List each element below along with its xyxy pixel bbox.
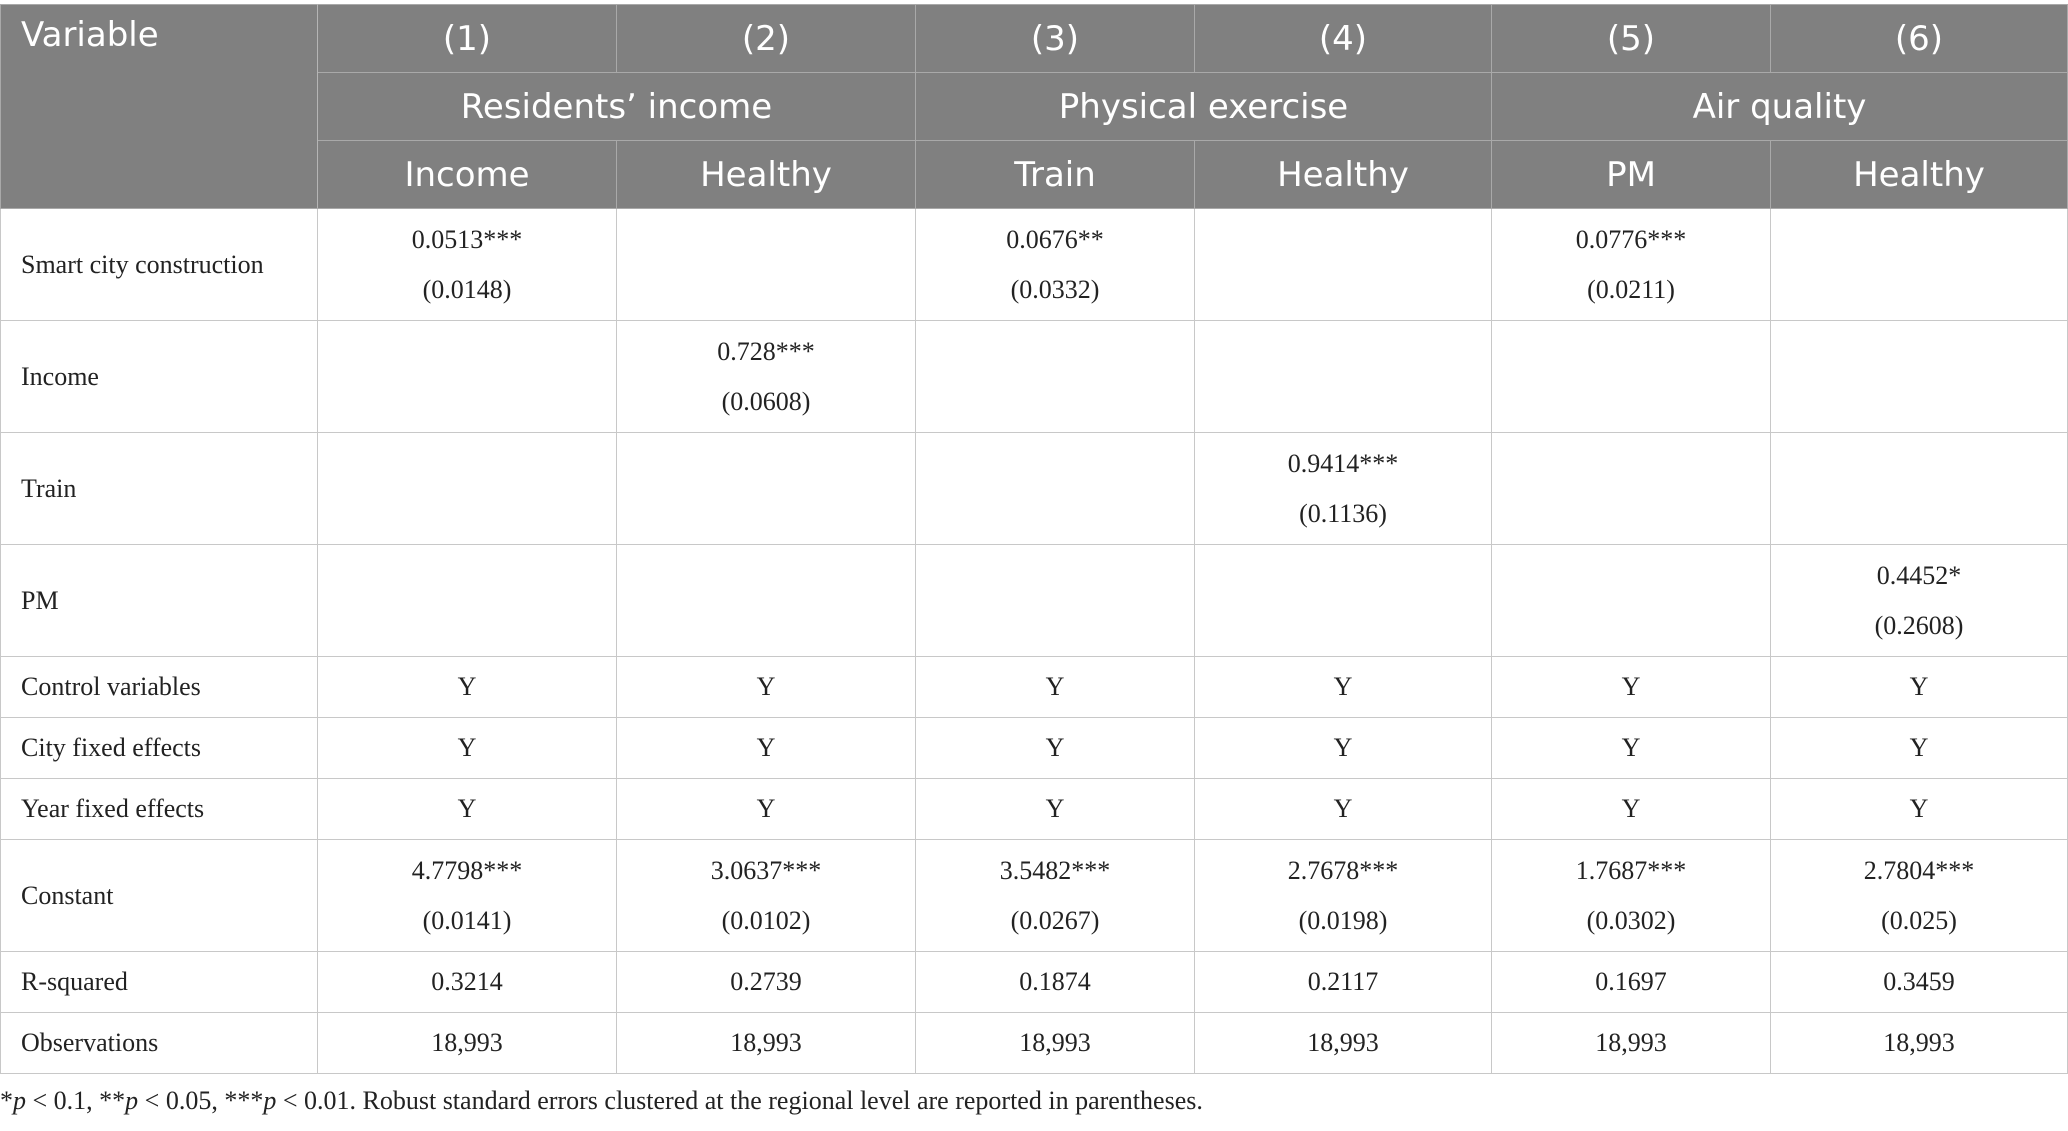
coefficient: 0.0676** — [1006, 224, 1104, 254]
footnote-text: < 0.1, ** — [26, 1086, 126, 1115]
table-cell: 18,993 — [1492, 1013, 1771, 1074]
footnote-p: p — [125, 1086, 139, 1115]
header-row-numbers — [1, 5, 2068, 73]
table-cell — [1492, 321, 1771, 433]
standard-error: (0.0211) — [1587, 274, 1675, 304]
table-cell — [617, 545, 916, 657]
group-header-income: Residents’ income — [318, 73, 916, 141]
table-row-smart-city — [1, 209, 2068, 321]
table-cell: 18,993 — [916, 1013, 1195, 1074]
column-number: (6) — [1771, 5, 2068, 73]
standard-error: (0.0141) — [422, 905, 512, 935]
column-number: (3) — [916, 5, 1195, 73]
table-cell: Y — [916, 657, 1195, 718]
table-cell — [617, 209, 916, 321]
table-cell — [318, 545, 617, 657]
standard-error: (0.0198) — [1298, 905, 1388, 935]
table-row-observations — [1, 1013, 2068, 1074]
table-row-train — [1, 433, 2068, 545]
footnote-p: p — [263, 1086, 277, 1115]
standard-error: (0.0302) — [1586, 905, 1676, 935]
row-label: R-squared — [1, 952, 318, 1013]
standard-error: (0.0148) — [422, 274, 512, 304]
coefficient: 0.9414*** — [1287, 448, 1399, 478]
table-cell: 0.2117 — [1195, 952, 1492, 1013]
standard-error: (0.0608) — [721, 386, 811, 416]
table-footnote — [0, 1086, 1203, 1116]
footnote-star: * — [0, 1086, 13, 1115]
table-cell — [1771, 433, 2068, 545]
table-cell — [318, 321, 617, 433]
table-cell — [1195, 840, 1492, 952]
row-label: Constant — [1, 840, 318, 952]
coefficient: 0.728*** — [717, 336, 815, 366]
table-row-control — [1, 657, 2068, 718]
table-cell: 0.2739 — [617, 952, 916, 1013]
table-cell: Y — [916, 779, 1195, 840]
table-cell — [1492, 840, 1771, 952]
footnote-p: p — [13, 1086, 26, 1115]
column-number: (4) — [1195, 5, 1492, 73]
dependent-var-header: Healthy — [617, 141, 916, 209]
standard-error: (0.2608) — [1874, 610, 1964, 640]
row-label: Year fixed effects — [1, 779, 318, 840]
standard-error: (0.0267) — [1010, 905, 1100, 935]
table-cell — [916, 209, 1195, 321]
table-cell: Y — [318, 718, 617, 779]
coefficient: 4.7798*** — [411, 855, 523, 885]
table-cell — [318, 433, 617, 545]
table-cell: Y — [1771, 718, 2068, 779]
table-cell: 0.3214 — [318, 952, 617, 1013]
table-cell — [1492, 433, 1771, 545]
table-cell — [916, 840, 1195, 952]
table-cell — [617, 433, 916, 545]
table-cell: 18,993 — [318, 1013, 617, 1074]
row-label: Income — [1, 321, 318, 433]
group-header-air: Air quality — [1492, 73, 2068, 141]
table-row-income — [1, 321, 2068, 433]
table-row-r-squared — [1, 952, 2068, 1013]
row-label: Observations — [1, 1013, 318, 1074]
standard-error: (0.1136) — [1299, 498, 1387, 528]
table-row-city-fe — [1, 718, 2068, 779]
table-row-pm — [1, 545, 2068, 657]
table-cell: Y — [617, 718, 916, 779]
coefficient: 2.7804*** — [1863, 855, 1975, 885]
coefficient: 0.0776*** — [1575, 224, 1687, 254]
group-header-exercise: Physical exercise — [916, 73, 1492, 141]
standard-error: (0.0332) — [1010, 274, 1100, 304]
coefficient: 0.4452* — [1876, 560, 1962, 590]
row-label: Smart city construction — [1, 209, 318, 321]
table-cell — [617, 321, 916, 433]
table-cell — [1195, 209, 1492, 321]
table-cell — [1195, 545, 1492, 657]
standard-error: (0.025) — [1881, 905, 1957, 935]
table-cell: Y — [1492, 718, 1771, 779]
table-cell — [1492, 545, 1771, 657]
regression-table — [0, 4, 2068, 1074]
table-cell — [318, 840, 617, 952]
table-cell — [1195, 433, 1492, 545]
dependent-var-header: Train — [916, 141, 1195, 209]
row-label: Train — [1, 433, 318, 545]
table-cell: Y — [318, 779, 617, 840]
table-cell: Y — [916, 718, 1195, 779]
table-cell — [1771, 209, 2068, 321]
table-cell — [916, 545, 1195, 657]
row-label: PM — [1, 545, 318, 657]
table-cell: Y — [1195, 779, 1492, 840]
column-number: (1) — [318, 5, 617, 73]
table-cell: 0.3459 — [1771, 952, 2068, 1013]
table-cell — [1195, 321, 1492, 433]
dependent-var-header: Income — [318, 141, 617, 209]
coefficient: 1.7687*** — [1575, 855, 1687, 885]
table-cell: Y — [617, 657, 916, 718]
footnote-text: < 0.05, *** — [138, 1086, 264, 1115]
table-cell — [318, 209, 617, 321]
table-cell: Y — [318, 657, 617, 718]
table-cell: Y — [1771, 657, 2068, 718]
coefficient: 3.5482*** — [999, 855, 1111, 885]
coefficient: 0.0513*** — [411, 224, 523, 254]
footnote-text: < 0.01. Robust standard errors clustered at the regional level are reported in parentheses. — [276, 1086, 1203, 1115]
table-cell — [617, 840, 916, 952]
coefficient: 2.7678*** — [1287, 855, 1399, 885]
coefficient: 3.0637*** — [710, 855, 822, 885]
table-cell — [1492, 209, 1771, 321]
table-cell: Y — [1492, 779, 1771, 840]
standard-error: (0.0102) — [721, 905, 811, 935]
table-cell: Y — [1771, 779, 2068, 840]
table-row-year-fe — [1, 779, 2068, 840]
table-cell — [1771, 321, 2068, 433]
table-cell: 18,993 — [1195, 1013, 1492, 1074]
table-cell: Y — [1492, 657, 1771, 718]
table-cell: 0.1874 — [916, 952, 1195, 1013]
variable-header: Variable — [1, 5, 318, 209]
column-number: (2) — [617, 5, 916, 73]
table-cell: 0.1697 — [1492, 952, 1771, 1013]
table-cell: 18,993 — [617, 1013, 916, 1074]
row-label: Control variables — [1, 657, 318, 718]
table-cell — [1771, 840, 2068, 952]
table-cell: Y — [1195, 718, 1492, 779]
column-number: (5) — [1492, 5, 1771, 73]
table-cell — [916, 321, 1195, 433]
table-cell: Y — [617, 779, 916, 840]
dependent-var-header: PM — [1492, 141, 1771, 209]
table-cell — [916, 433, 1195, 545]
table-cell — [1771, 545, 2068, 657]
table-cell: 18,993 — [1771, 1013, 2068, 1074]
row-label: City fixed effects — [1, 718, 318, 779]
table-cell: Y — [1195, 657, 1492, 718]
dependent-var-header: Healthy — [1771, 141, 2068, 209]
dependent-var-header: Healthy — [1195, 141, 1492, 209]
table-row-constant — [1, 840, 2068, 952]
